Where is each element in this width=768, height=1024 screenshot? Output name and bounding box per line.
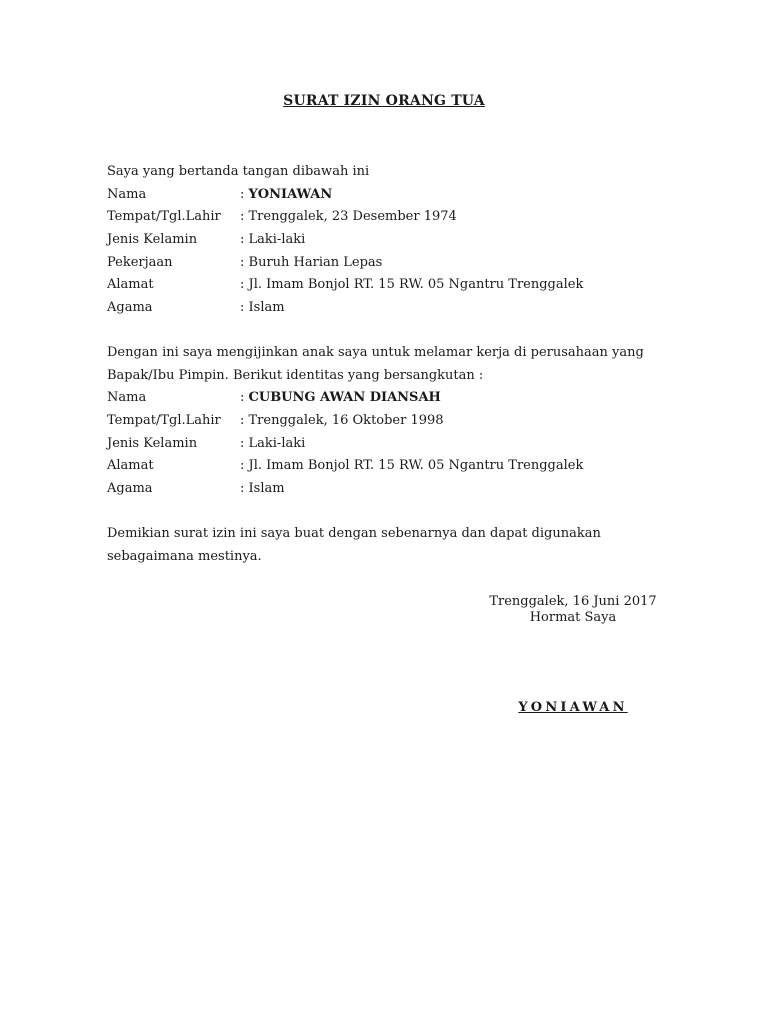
parent-row-value-text: Trenggalek, 23 Desember 1974: [248, 209, 457, 225]
signature-block: [478, 594, 668, 626]
greeting: Hormat Saya: [529, 610, 617, 625]
parent-row-value-text: Buruh Harian Lepas: [248, 254, 383, 270]
parent-identity-table: [107, 184, 667, 320]
child-row-label: Nama: [107, 390, 147, 406]
child-row-value-text: Jl. Imam Bonjol RT. 15 RW. 05 Ngantru Trenggalek: [248, 458, 584, 474]
parent-row-value: [240, 252, 667, 275]
child-row-label: Agama: [107, 481, 153, 497]
colon-separator: :: [240, 209, 249, 225]
child-row-value-text: Laki-laki: [248, 435, 306, 451]
closing-text: Demikian surat izin ini saya buat dengan sebenarnya dan dapat digunakan sebagaimana mestinya.: [107, 526, 601, 564]
child-row-value-text: Islam: [248, 481, 285, 497]
child-identity-table: [107, 387, 667, 500]
parent-row-label: Tempat/Tgl.Lahir: [107, 209, 221, 225]
intro-text: Saya yang bertanda tangan dibawah ini: [107, 164, 370, 179]
colon-separator: :: [240, 435, 249, 451]
parent-row-label: Agama: [107, 300, 153, 316]
child-row-value: [240, 478, 667, 501]
permission-text: Dengan ini saya mengijinkan anak saya untuk melamar kerja di perusahaan yang Bapak/Ibu Pimpin. Berikut identitas yang bersangkutan :: [107, 345, 644, 383]
parent-row: [107, 274, 667, 297]
parent-row-label: Pekerjaan: [107, 254, 173, 270]
child-row-value: [240, 455, 667, 478]
parent-row-label: Alamat: [107, 277, 154, 293]
child-row-value: [240, 433, 667, 456]
parent-row: [107, 297, 667, 320]
colon-separator: :: [240, 186, 249, 202]
parent-row-value: [240, 206, 667, 229]
colon-separator: :: [240, 277, 249, 293]
child-row-value: [240, 387, 667, 410]
child-row: [107, 455, 667, 478]
parent-row: [107, 184, 667, 207]
parent-row-value: [240, 297, 667, 320]
parent-row: [107, 229, 667, 252]
colon-separator: :: [240, 254, 249, 270]
child-row: [107, 387, 667, 410]
child-row-value-text: Trenggalek, 16 Oktober 1998: [248, 413, 444, 429]
child-row-label: Tempat/Tgl.Lahir: [107, 413, 221, 429]
child-row-label: Jenis Kelamin: [107, 435, 198, 451]
parent-row-value: [240, 229, 667, 252]
child-identity-section: [107, 342, 667, 501]
place-date: Trenggalek, 16 Juni 2017: [489, 594, 657, 609]
parent-row-value: [240, 184, 667, 207]
parent-row-value-text: YONIAWAN: [248, 186, 333, 202]
child-row: [107, 410, 667, 433]
colon-separator: :: [240, 481, 249, 497]
colon-separator: :: [240, 458, 249, 474]
colon-separator: :: [240, 413, 249, 429]
parent-row-label: Nama: [107, 186, 147, 202]
parent-row-label: Jenis Kelamin: [107, 232, 198, 248]
parent-identity-section: [107, 161, 667, 320]
parent-row: [107, 206, 667, 229]
parent-row-value-text: Islam: [248, 300, 285, 316]
colon-separator: :: [240, 390, 249, 406]
parent-row: [107, 252, 667, 275]
child-row-value: [240, 410, 667, 433]
child-row-label: Alamat: [107, 458, 154, 474]
colon-separator: :: [240, 300, 249, 316]
letter-title: SURAT IZIN ORANG TUA: [283, 93, 485, 109]
child-row-value-text: CUBUNG AWAN DIANSAH: [248, 390, 441, 406]
parent-row-value-text: Jl. Imam Bonjol RT. 15 RW. 05 Ngantru Trenggalek: [248, 277, 584, 293]
colon-separator: :: [240, 232, 249, 248]
child-row: [107, 433, 667, 456]
parent-row-value-text: Laki-laki: [248, 232, 306, 248]
parent-row-value: [240, 274, 667, 297]
child-row: [107, 478, 667, 501]
signer-name: YONIAWAN: [518, 700, 628, 715]
closing-section: [107, 523, 667, 568]
